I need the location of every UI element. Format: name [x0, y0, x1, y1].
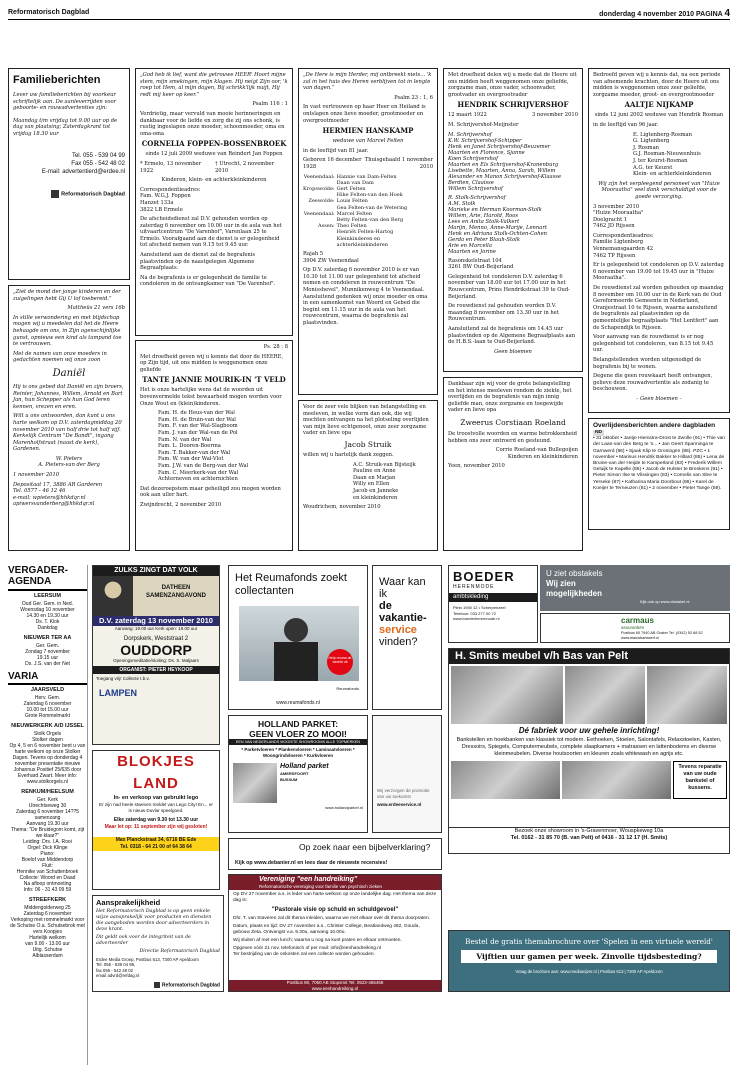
agenda-item-heading: NIEUWERKERK A/D IJSSEL [11, 723, 84, 729]
tante-name: TANTE JANNIE MOURIK-IN 'T VELD [142, 375, 286, 385]
handr-p3: Datum, plaats en tijd: DV 27 november a.s., Christer College, Beatlandweg 492, Gouda, gebouw Zeta. Ontvangst v.a. 9.30u, aanvang 10.00u. [233, 924, 420, 935]
daniel-birth-notice [8, 285, 130, 551]
handr-p5: Opgeven vóór 21 nov. telefonisch of per mail: info@eenhandreiking.nl Ter bestrijding van de onkosten zal een collecte worden gehouden. [233, 946, 381, 957]
boeder-sub: HERENMODE [453, 584, 495, 590]
hendrik-p4: Aansluitend zal de begrafenis om 14.45 uur plaatsvinden op de Algemene Begraafplaats aan de H.B.S.-laan te Oud-Beijerland. [448, 325, 576, 346]
daniel-addr: Depositaat 17, 3886 AR Garderen Tel. 0577 - 46 12 46 e-mail: wpieters@hhkdqr.nl apiwersvanderberg@hhkdqr.nl [13, 481, 103, 508]
zuiks-spk: Openingsmeditatie/sluiting: Ds. S. Maljaars [113, 658, 199, 663]
agenda-title: VERGADER-AGENDA [8, 565, 87, 591]
hermien-family-row [303, 236, 433, 248]
smits-slogan: Dé fabriek voor uw gehele inrichting! [518, 726, 660, 735]
sofa-photo-icon [451, 666, 563, 724]
aaltje-corr: Correspondentieadres: Familie Ligtenberg Vennemansgaarden 42 7462 TP Rijssen [593, 232, 654, 259]
cornelia-name: CORNELIA FOPPEN-BOSSENBROEK [141, 139, 287, 149]
fam-fax: Fax 055 - 542 48 02 [71, 160, 125, 167]
hp-bussum: BUSSUM [280, 776, 298, 782]
hermien-family-row [303, 186, 433, 198]
aaltje-end: – Geen bloemen – [635, 395, 683, 402]
obst-small[interactable]: Kijk ook op www.obstakel.nl [640, 599, 690, 604]
hermien-geb: Geboren 16 december 1928 [303, 157, 362, 170]
hp-url[interactable]: www.hollandparket.nl [325, 805, 363, 810]
hermien-verse: „De Here is mijn Herder, mij ontbreekt niets... 'k zal in het huis des Heren verblijven tot in lengte van dagen.” [303, 72, 432, 92]
reumafonds-ad [228, 565, 368, 710]
hermien-addr: Rajah 5 3904 ZW Veenendaal [303, 250, 359, 264]
hermien-family-row [303, 198, 433, 210]
agenda-item-heading: LEERSUM [34, 593, 61, 599]
tante-p2: Het is onze hartelijke wens dat de woorden uit bovenvermelde tekst bewaarheid mogen worden voor Onze Wout en (klein)kinderen. [140, 387, 282, 407]
handr-p2: Dhr. T. van Staveren zal dit thema inleiden, waarna we met elkaar over dit thema doorpraten. [233, 916, 430, 921]
aansp-p1: Het Reformatorisch Dagblad is op geen enkele wijze aansprakelijk voor producten en diensten die aangeboden worden door adverteerders in deze krant. [96, 909, 212, 932]
blokjes-l3: Elke zaterdag van 9.30 tot 13.30 uur [113, 817, 199, 823]
carmaus-small: Postbus 65 7940 AB Ooster Tel. (0342) 52 68 52 www.blauwbartaxerf.nl [621, 631, 703, 640]
roeland-name: Zweerus Corstiaan Roeland [460, 417, 566, 427]
daniel-p3: Hij is ons gebed dat Daniël en zijn broers, Reinier, Johannes, Willem, Arnold en Bart Jan, hun Schepper als hun God leren kennen, vrezen en eren. [13, 383, 124, 410]
smits-foot [448, 828, 730, 854]
daniel-ref: Mattheüs 21 vers 16b [67, 305, 125, 312]
rd-logo-icon [51, 190, 59, 198]
rd-logo: Reformatorisch Dagblad [13, 190, 125, 198]
daniel-sig: W. Pieters A. Pieters-van der Berg [38, 455, 100, 469]
blokjes-title: BLOKJES LAND [117, 753, 195, 792]
fam-title: Familieberichten [13, 74, 101, 86]
collectant-photo-icon [239, 606, 359, 681]
aaltje-p2: Er is gelegenheid tot condoleren op D.V. zaterdag 6 november van 19.00 tot 19.45 uur in "Huize Mooraatha". [593, 262, 724, 282]
hendrik-p2: Gelegenheid tot condoleren D.V. zaterdag 6 november van 18.00 uur tot 17.00 uur in het Rouwcentrum, Prins Hendrikstraat 39 te Oud-Beijerland. [448, 273, 570, 300]
hp-title2: GEEN VLOER ZO MOOI! [249, 729, 347, 739]
hermien-age: in de leeftijd van 81 jaar. [303, 147, 369, 154]
cornelia-verse: „God heb ik lief, want die getrouwe HEER' Hoort mijne stem, mijn smekingen, mijn klagen. Hij neigt Zijn oor, 'k roep tot Hem, al mijn dagen, Bij schrikk'lijk nuijt, Hij redt mij keer op keer.” [140, 72, 288, 98]
portrait-icon [93, 576, 133, 616]
roeland-p1: Dankbaar zijn wij voor de grote belangstelling en het intense meeleven rondom de ziekte, het overlijden en de begrafenis van mijn innig geliefde man, onze zorgzame en toegewijde vader en lieve opa [448, 381, 572, 414]
daniel-verse: „Ziet de mond der jonge kinderen en der zuigelingen hebt Gij U lof toebereid.” [13, 289, 121, 302]
tante-family-item: Fam. H. de Heus-van der Wal [158, 410, 235, 417]
hendrik-born: 12 maart 1922 [448, 112, 487, 119]
obstakels-ad [540, 565, 730, 611]
hermien-family-row [303, 223, 433, 235]
obst-l2: Wij zien [546, 579, 576, 588]
hermien-name: HERMIEN HANSKAMP [322, 126, 414, 136]
vak-l5: vinden? [379, 636, 418, 648]
zuiks-sub: DATHEEN SAMENZANGAVOND [133, 576, 219, 616]
reuma-brand: Reumafonds [336, 686, 359, 691]
cornelia-sub: sinds 12 juli 2009 weduwe van Reindert Jan Foppen [145, 151, 283, 158]
boeder-addr: Plein 1940 12 • Scherpenzeel Telefoon: 033 277 00 72 www.boederherenmode.nl [453, 605, 506, 621]
aaltje-p6: Degene die geen rouwkaart heeft ontvangen, gelieve deze rouwadvertentie als zodanig te beschouwen. [593, 373, 713, 393]
hermien-sub: weduwe van Marcel Felten [332, 138, 404, 145]
tante-p1: Met droefheid geven wij u kennis dat door de HEERE, op Zijn tijd, uit ons midden is weggenomen onze geliefde [140, 353, 283, 373]
hermien-names: Gert Felten Hike Felten-van den Hoek [336, 185, 403, 199]
overl-text: • 31 oktober • Jantje Hiemstra-Drost te Zwolle (91) • Thie van der Laan-van den Berg te 's... • Jan Geert Spanninga te Garnwerd (96) • Sjaak Klip te Groningen (86). PZC • 1 november • Marinus Hendrik Bakker te Hillard (85) • Lena de Bruine-van der Heijde te Kamperland (83) • Frederik Willem Geluijk te Kapelle (86) • Jacob de Hulster te Breskens (91) • Pieter Simon Ilse te Vlissingen (83) • Cornelis van Slee te Yerseke (87) • Katharina Maria Doorbout (86) • Karel de Koeijer te Terneuzen (81) • 2 november • Pieter Tange (89). [593, 436, 725, 491]
agenda-item-text: Stolk Orgels Stolker dagen Op 4, 5 en 6 november bent u van harte welkom op onze Stolker Dagen. Tevens op donderdag 4 november presentatie nieuwe Johannus Positief 25/635 door Everhard Zwart. Meer info: www.stolkorgels.nl [9, 731, 86, 785]
tante-ref: Ps. 28 : 8 [263, 344, 288, 350]
hp-brand: Holland parket [280, 763, 329, 770]
hendrik-p1: Met droefheid delen wij u mede dat de Heere uit ons midden heeft weggenomen onze geliefde, zorgzame man, onze vader, schoonvader, grootvader en overgrootvader [448, 72, 577, 98]
daniel-p4: Wilt u ons antwoorden, dan kunt u ons harte welkom op D.V. zaterdagmiddag 20 november 2010 van half drie tot half vijf. Kerkelijk Centrum "De Bandt", ingang Marenholfstraat (naast de kerk), Gardenen. [13, 413, 122, 453]
aansprakelijkheid-box [92, 895, 224, 992]
vak-l1: Waar kan ik [379, 576, 426, 600]
cornelia-born: * Ermelo, 13 november 1922 [140, 160, 202, 174]
fam-times: Maandag t/m vrijdag tot 9.00 uur op de dag van plaatsing; Zaterdagkrant tot vrijdag 18.30 uur [13, 117, 118, 137]
newspaper-name: Reformatorisch Dagblad [8, 9, 90, 16]
hendrik-addr: Rasonskelstraat 104 3261 BW Oud-Beijerland [448, 257, 514, 271]
lampen-logo: LAMPEN [99, 688, 137, 698]
cornelia-kids: Kinderen, klein- en achterkleinkinderen [161, 177, 267, 184]
tante-family-item: Fam. T. Bakker-van der Wal [158, 449, 231, 456]
cornelia-p3: Aansluitend aan de dienst zal de begrafenis plaatsvinden op de naastgelegen Algemene Begraafplaats. [140, 252, 256, 272]
carmaus-ad [540, 613, 730, 643]
cornelia-corr: Correspondentieadres: Fam. W.G.J. Foppen Hanzet 133a 3822 LB Ermelo [140, 186, 201, 213]
cabinet-photo-icon [647, 666, 727, 724]
reuma-url[interactable]: www.reumafonds.nl [276, 700, 320, 706]
reuma-title: Het Reumafonds zoekt collectanten [235, 572, 347, 597]
zuiks-title: ZULKS ZINGT DAT VOLK [93, 566, 219, 576]
fam-intro: Lever uw familieberichten bij voorkeur schriftelijk aan. De aanleverrijden voor geboorte- en rouwadvertenties zijn: [13, 92, 117, 112]
vak-l3: vakantie- [379, 612, 427, 624]
cornelia-death-notice [135, 68, 293, 336]
hermien-place: Veenendaal: [303, 210, 335, 217]
daniel-p2: Met de namen van onze moeders in gedachten noemen wij onze zoon [13, 350, 107, 364]
hendrik-fam2: R. Stolk-Schrijvershof A.M. Stolk Marieke en Herman Koorman-Stolk Willem, Arie, Harold, Roos Lees en Anita Stolk-Valkert Marijn, Menno, Anne-Marije, Lennart Henk en Adriana Stolk-Ochten-Cohen Gerda en Peter Blauh-Stolk Arie en Marcella Maarten en Jorine [448, 194, 547, 255]
bijbelverklaring-ad [228, 838, 442, 870]
rd-logo-icon-2 [154, 982, 160, 988]
hendrik-sub: M. Schrijvershof-Meijnster [448, 121, 519, 128]
agenda-items [8, 593, 87, 667]
obst-l1: U ziet obstakels [546, 569, 603, 578]
hendrik-death-notice [443, 68, 583, 372]
fam-tel: Tel. 055 - 539 04 99 [71, 152, 125, 159]
agenda-item-text: Ger. Gem. Zondag 7 november 19.15 uur Ds. J.S. van der Net [25, 643, 70, 667]
roeland-p2: De troostvolle woorden en warme betrokkenheid hebben ons zeer ontroerd en gesteund. [448, 430, 577, 444]
blokjes-land-ad [92, 750, 220, 890]
hendrik-name: HENDRIK SCHRIJVERSHOF [457, 100, 569, 110]
aaltje-p1: Bedroefd geven wij u kennis dat, na een periode van afnemende krachten, door de Heere uit ons midden is weggenomen onze zeer geliefde, zorgzame moeder, groot- en overgrootmoeder [593, 72, 721, 98]
fam-email[interactable]: E-mail: advertentierd@erdee.nl [41, 168, 125, 175]
daniel-name: Daniël [52, 367, 86, 379]
aaltje-quote: Wij zijn het verpleegend personeel van "Huize Mooraatha" veel dank verschuldigd voor de goede verzorging. [598, 180, 720, 200]
hermien-family-table [303, 174, 433, 248]
hermien-place: Kropswolde: [303, 185, 335, 192]
hermien-p1: In vast vertrouwen op haar Heer en Heiland is ontslapen onze lieve moeder, grootmoeder en overgrootmoeder [303, 104, 426, 124]
smits-visit: Bezoek onze showroom in 's-Gravenmoer, Wouspkeweg 10a [514, 828, 664, 834]
vergader-agenda [8, 565, 88, 1065]
page-header [8, 8, 730, 20]
tante-family-item: Fam. F. van der Wal-Slagboom [158, 423, 238, 430]
thema-sub: Vijftien uur gamen per week. Zinvolle tijdsbesteding? [461, 950, 717, 963]
hermien-names: Theo Felten Henriët Felten-Hartog [336, 223, 394, 236]
smits-title: H. Smits meubel v/h Bas van Pelt [449, 649, 729, 664]
overlijdensberichten-box [588, 418, 730, 530]
blokjes-l5: Max Planckstraat 34, 6716 BE Ede Tel. 0318 - 64 21 00 of 64 38 64 [93, 837, 219, 851]
hermien-family-row [303, 211, 433, 223]
sofa3-photo-icon [562, 761, 671, 799]
hendrik-died: 3 november 2010 [531, 112, 578, 119]
hermien-family-row [303, 174, 433, 186]
tante-family-item: Fam. J.W. van de Berg-van der Wal [158, 462, 249, 469]
tante-jannie-notice [135, 340, 293, 551]
zuiks-town: OUDDORP [120, 642, 192, 658]
aaltje-name: AALTJE NIJKAMP [624, 100, 694, 110]
agenda-item-text: Ger. Kerk Utrechtseweg 30 Zaterdag 6 november 14??5 samenzang Aanvang 19.30 uur Thema: "De Bruidegom komt, zijt we klaar?" Leiding: Drs. I.A. Rooi Orgel: Dick Klinge Piano: Boelof van Middendorp Fluit: Hennike van Schuttenbroek Collecte: Woord en Daad Na afloop ontmoeting Info: 06 - 31 43 09 59 [10, 797, 85, 893]
roeland-sig: Corrie Roeland-van Bullegoijen Kinderen en kleinkinderen [495, 447, 578, 460]
zuiks-times: Aanvang: 19.00 uur Kerk open: 19.00 uur [114, 626, 198, 631]
hermien-ref: Psalm 23 : 1, 6 [394, 94, 433, 101]
tante-family-list [140, 410, 288, 483]
hermien-names: Hannie van Dam-Felten Daan van Dam [336, 173, 397, 186]
boeder-tag: ambtskleding [449, 593, 537, 602]
reuma-tag: Help reuma de wereld uit [327, 649, 353, 675]
aansp-p2: Dit geldt ook voor de integriteit van de adverteerder [96, 935, 191, 946]
hermien-place [303, 236, 337, 248]
hp-items: * Parketvloeren * Plankenvloeren * Laminaatvloeren * Woongrindvloeren * Kurkvloeren [241, 747, 355, 758]
tante-family-item: Fam. L. Dooren-Boerma [158, 443, 221, 450]
cornelia-p1: Verdrietig, maar vervuld van mooie herinneringen en dankbaar voor de liefde en zorg die zij ons schonk, is rustig ingeslapen onze moeder, schoonmoeder, oma en oma-oma [140, 110, 285, 137]
erdee-service-ad [372, 715, 442, 833]
handr-foot: Postbus 80, 7060 AB Stopsmit Tel. 0522-465468 www.eenhandreiking.nl [229, 980, 441, 991]
handr-sub: Reformatorische vereniging voor familie van psychisch zieken [229, 884, 441, 890]
boeder-ad [448, 565, 538, 643]
carmaus-brand: carmaus [621, 616, 654, 625]
vak-l2: de [379, 600, 392, 612]
agenda-item-heading: STREEFKERK [28, 897, 67, 903]
boeder-brand: BOEDER [453, 569, 515, 584]
hp-bar: EEN VAN NEDERLANDS MOOISTE SHOWROOMS ALLE TOPMERKEN [229, 739, 367, 745]
agenda-item-heading: NIEUWER TER AA [23, 635, 72, 641]
tante-family-item: Fam. C. Meerkerk-van der Wal [158, 469, 239, 476]
parquet-photo-icon [233, 763, 277, 803]
roeland-thanks-notice [443, 377, 583, 551]
tante-family-item: Fam. J. van der Wal-van de Pol [158, 429, 238, 436]
obst-l3: mogelijkheden [546, 589, 603, 598]
hermien-names: Louis Felten Gea Felten-van de Wetering [336, 198, 408, 211]
hendrik-fam: M. Schrijvershof K.W. Schrijvershof-Schipper Henk en Janet Schrijvershof-Beuzemer Maarten en Florence, Sjanne Koen Schrijvershof Maarten en Els Schrijvershof-Kranenburg Lisebette, Maarten, Anna, Sarah, Willem Alexander en Manon Schrijvershof-Klaasse Berdien, Claaisse Willem Schrijvershof [448, 131, 562, 192]
blokjes-l4: Maar let op: 11 september zijn wij gesloten! [104, 824, 208, 830]
erdee-url[interactable]: www.erdeeservice.nl [377, 802, 422, 807]
aansp-addr: Erdee Media Groep, Postbus 613, 7300 AP Apeldoorn Tel. 055 - 539 04 99, fax 055 - 542 48 02 email advrd@refdag.nl [96, 957, 199, 978]
aansp-sig: Directie Reformatorisch Dagblad [139, 949, 220, 954]
erdee-text: Wij verzorgen de promotie van uw toekomst [377, 788, 430, 799]
handr-thema: "Pastorale visie op schuld en schuldgevoel" [271, 907, 399, 913]
zuiks-foot: Toegang vrij! Collecte t.b.v. [96, 676, 150, 681]
zuiks-ad [92, 565, 220, 745]
overl-tag: ND [595, 430, 603, 435]
struik-sig: A.C. Struik-van Bijsteijk Pauline en Anne Daan en Marjan Willy en Ellen Jacob en Janneke en kleinkinderen [353, 461, 416, 501]
handr-p1: Op DV 27 november a.s. is leder van harte welkom op onze landelijke dag. Het thema van deze dag is: [233, 892, 437, 903]
agenda-item-text: Oud Ger. Gem. in Ned. Woensdag 10 november 14.30 en 19.30 uur Ds. T. Klok Dankdag [20, 601, 75, 631]
overl-title: Overlijdensberichten andere dagbladen [593, 422, 716, 429]
hp-title: HOLLAND PARKET: [257, 719, 339, 729]
hermien-names: Marcel Felten Betty Felten-van den Berg [336, 210, 404, 223]
tante-date: Zwijndrecht, 2 november 2010 [140, 501, 222, 508]
vakantieservice-ad [372, 565, 442, 710]
smits-tel: Tel. 0162 - 31 85 70 (B. van Pelt) of 0416 - 31 12 17 (H. Smits) [510, 835, 668, 841]
sofa2-photo-icon [451, 761, 560, 799]
daniel-p1: In stille verwondering en met blijdschap mogen wij u meedelen dat het de Heere behaagde om ons, in Zijn ogenschijnlijke gunst, opnieuw een kind als tampand toe te vertrouwen. [13, 314, 122, 348]
cornelia-died: † Utrecht, 2 november 2010 [214, 160, 275, 174]
roeland-date: Yeen, november 2010 [448, 463, 505, 470]
agenda-item-heading: JAARSVELD [30, 687, 65, 693]
bijbel-sub[interactable]: Kijk op www.debanier.nl en lees daar de nieuwste recensies! [235, 860, 388, 866]
agenda-item-heading: RENKUM/HEELSUM [21, 789, 74, 795]
zuiks-venue: Dorpskerk, Weststraat 2 [123, 636, 189, 642]
hp-amersfoort: AMERSFOORT [280, 771, 309, 776]
smits-badge: Tevens reparatie van uw oude bankstel of kussens. [673, 761, 727, 799]
aaltje-place: 3 november 2010 "Huize Mooraatha" Doelgracht 1 7462 JD Rijssen [593, 203, 644, 230]
vak-l4: service [379, 624, 417, 636]
smits-meubel-ad [448, 648, 730, 828]
aaltje-p4: Voor aanvang van de rouwdienst is er nog gelegenheid tot condoleren, van 8.15 tot 9.45 uur. [593, 334, 714, 354]
daniel-date: 1 november 2010 [13, 472, 60, 479]
hermien-place: Veenendaal: [303, 173, 335, 180]
handr-p4: Wij sluiten af met een lunch; waarna u nog na kunt praten en elkaar ontmoeten. [233, 938, 402, 943]
hermien-place: Zeewolde: [308, 198, 335, 205]
aansp-title: Aansprakelijkheid [96, 898, 161, 907]
zuiks-org: ORGANIST: PIETER HEYKOOP [93, 666, 219, 674]
hermien-names: Kleinkinderen en achterkleinkinderen [336, 235, 388, 248]
hermien-death-notice [298, 68, 438, 395]
cornelia-ref: Psalm 116 : 1 [252, 101, 288, 108]
thema-foot: Vraag de brochure aan: www.mediawijzer.nl | Postbus 613 | 7300 AP Apeldoorn [515, 969, 663, 974]
varia-title: VARIA [8, 671, 87, 685]
thema-title: Bestel de gratis themabrochure over 'Spelen in een virtuele wereld' [465, 937, 713, 946]
varia-items [8, 687, 87, 959]
hendrik-end: Geen bloemen [494, 348, 532, 355]
agenda-item-text: Middengolderweg 25 Zaterdag 6 november Verkoping met rommelmarkt voor de Schutse O.a. Schutsebrok met vers Koopjes Hartelijk welkom van 9.00 - 13.00 uur Uitg. Schutse Alblasserdam [10, 905, 85, 959]
aaltje-sub: sinds 12 juni 2002 weduwe van Hendrik Rosman [594, 112, 724, 119]
smits-desc: Bankstellen en hoekbanken van klassiek tot modern. Eethoeken, Stoelen, Salontafels, Relaxstoelen, Kasten, Dressoirs, Spiegels, Computermeubels, complete slaapkamers + matrassen en lattenbodems en diverse kleinmeubelen. Diverse houtsoorten en kleuren zoals whitewash en agrijs etc. [456, 737, 722, 757]
tante-family-item: Fam. N. van der Wal [158, 436, 212, 443]
aaltje-fam: E. Ligtenberg-Rosman G. Ligtenberg J. Rosman G.J. Rosman-Nieuwenhuis J. ter Keurst-Rosman A.G. ter Keurst Klein- en achterkleinkinderen [633, 131, 712, 178]
tante-family-item: Achterneven en achternichten [158, 476, 238, 483]
dining-photo-icon [565, 666, 645, 724]
handr-title: Vereniging "een handreiking" [229, 875, 441, 884]
blokjes-l2: Er zijn nad heele stweven meldel van Lego City! En... er is nieuw Duvlar speelgoed. [99, 802, 213, 813]
aaltje-p5: Belangstellenden worden uitgenodigd de begrafenis bij te wonen. [593, 356, 702, 370]
holland-parket-ad [228, 715, 368, 833]
agenda-item-text: Herv. Gem. Zaterdag 6 november 10.00 tot 15.00 uur Grote Rommelmarkt [23, 695, 72, 719]
themabrochure-ad [448, 930, 730, 992]
blokjes-l1: In- en verkoop van gebruikt lego [113, 795, 199, 801]
handreiking-ad [228, 874, 442, 992]
struik-name: Jacob Struik [344, 439, 392, 449]
aaltje-death-notice [588, 68, 730, 413]
cornelia-p4: Na de begrafenis is er gelegenheid de familie te condoleren in de ontvangkamer van "De Varenhof". [140, 274, 276, 288]
page-date: donderdag 4 november 2010 PAGINA 4 [599, 8, 730, 19]
aaltje-age: in de leeftijd van 96 jaar. [593, 121, 659, 128]
carmaus-sub: assurantiën [621, 625, 645, 630]
hendrik-p3: De rouwdienst zal gehouden worden D.V. maandag 8 november om 13.30 uur in het Rouwcentrum. [448, 303, 559, 323]
hermien-p2: Op D.V. zaterdag 6 november 2010 is er van 10.30 tot 11.00 uur gelegenheid tot afscheid nemen en condoleren in rouwcentrum "De Monisshevel", Munnikenweg 4 te Veenendaal. Aansluitend gedenken wij onze moeder en oma in een samenkomst van Woord en Gebed die begint om 11.15 uur in de aula van het rouwcentrum, waarna de begrafenis zal plaatsvinden. [303, 267, 428, 326]
struik-thanks-notice [298, 400, 438, 551]
hermien-hs: Thuisgehaald 1 november 2010 [364, 157, 433, 170]
cornelia-p2: De afscheidsdienst zal D.V. gehouden worden op zaterdag 6 november om 10.00 uur in de aula van het uitvaartcentrum "De Varenhof", Varenlaan 25 te Ermelo. Voorafgaand aan de dienst is er gelegenheid tot afscheid nemen van 9.15 tot 9.45 uur. [140, 216, 282, 249]
tante-family-item: Fam. H. de Bruin-van der Wal [158, 416, 236, 423]
hermien-place: Assen: [318, 223, 335, 230]
zuiks-date: D.V. zaterdag 13 november 2010 [93, 616, 219, 626]
aansp-logo: Reformatorisch Dagblad [154, 982, 220, 988]
tante-family-item: Fam. W. van der Wal-Vlot [158, 456, 224, 463]
struik-p2: willen wij u hartelijk dank zeggen. [303, 451, 394, 458]
tante-p3: Dat dezeroepstem maar geheiligd zou mogen worden ook aan uller hart. [140, 485, 281, 499]
aaltje-p3: De rouwdienst zal worden gehouden op maandag 8 november om 10.00 uur in de Kerk van de Oud Gereformeerde Gemeente in Nederland, Oranjestraat 10 te Rijssen, waarna aansluitend de begrafenis zal plaatsvinden op de gemeentelijke begraafplaats "Het Lentfert" aan de Schapendijk te Rijssen. [593, 285, 724, 331]
bijbel-title: Op zoek naar een bijbelverklaring? [299, 842, 431, 852]
familieberichten-box [8, 68, 130, 280]
struik-p1: Voor de zeer vele blijken van belangstelling en meeleven, in welke vorm dan ook, die wij mochten ontvangen na het plotseling overlijden van mijn lieve echtgenoot, onze zeer zorgzame vader en lieve opa [303, 404, 429, 437]
struik-date: Woudrichem, november 2010 [303, 504, 381, 511]
